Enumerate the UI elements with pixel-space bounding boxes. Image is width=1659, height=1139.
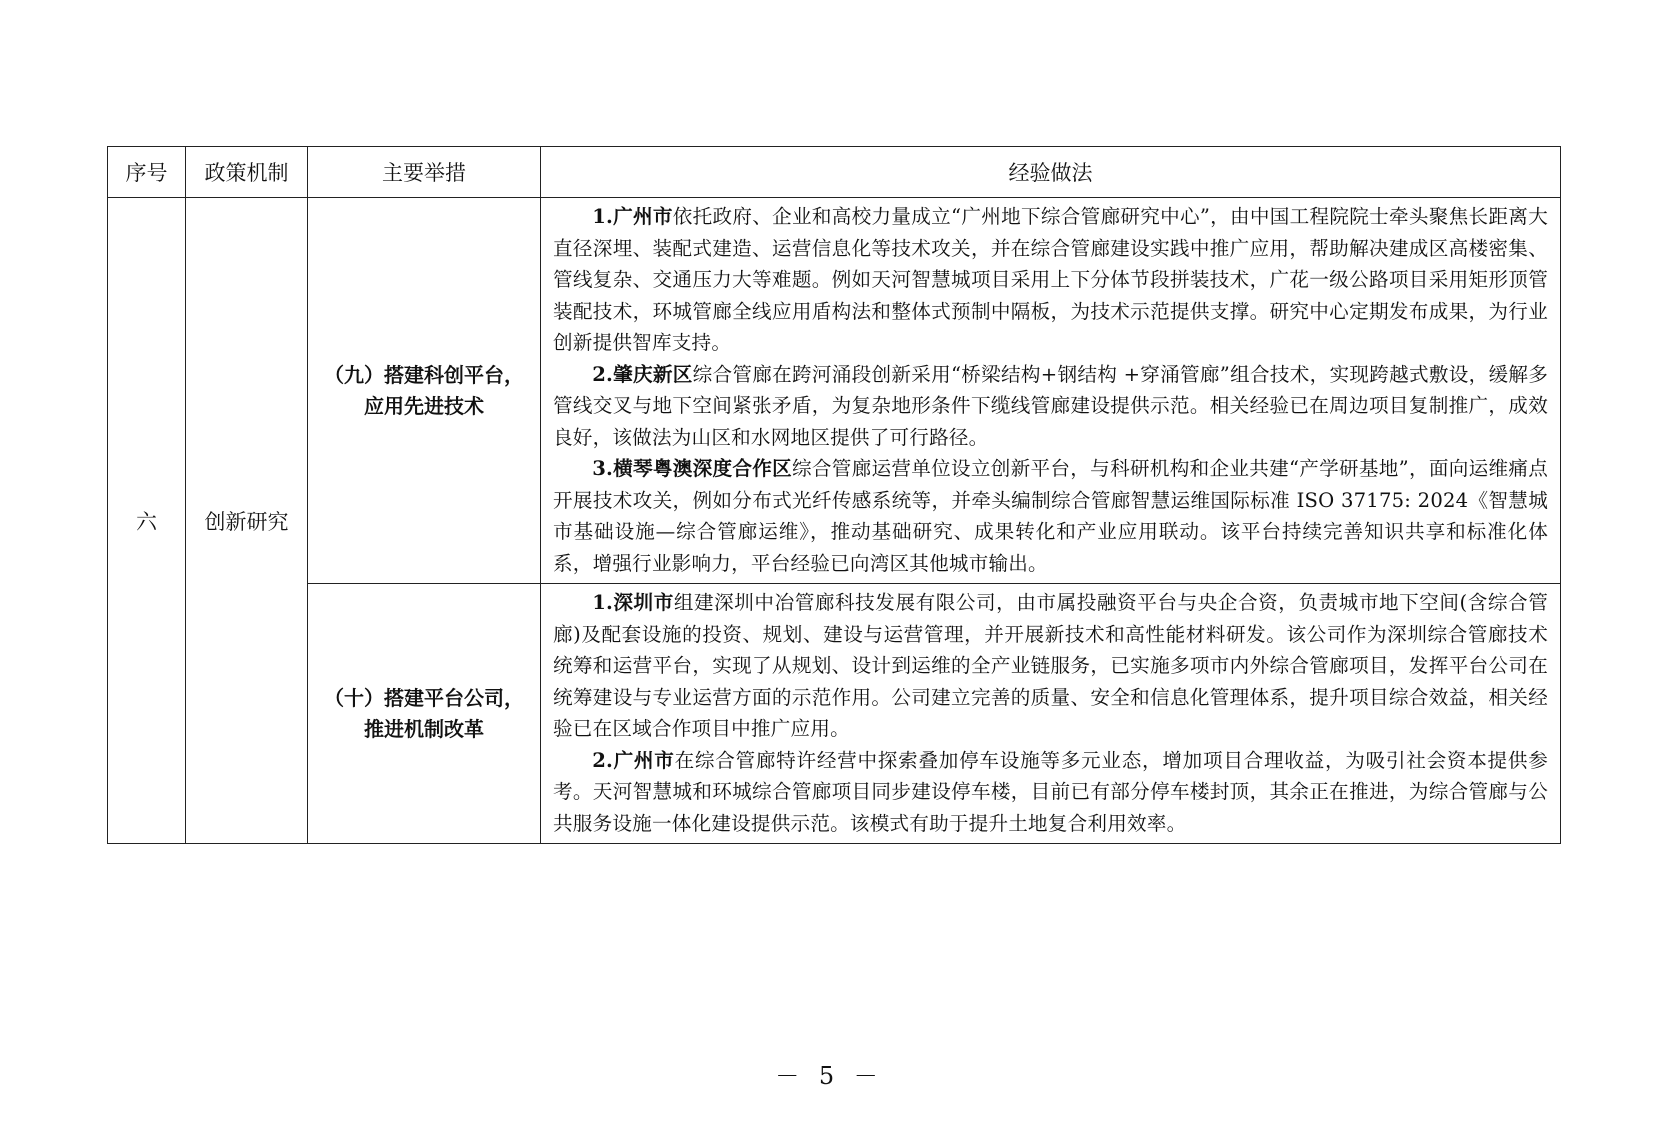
paragraph-text: 在综合管廊特许经营中探索叠加停车设施等多元业态，增加项目合理收益，为吸引社会资本提供参考。天河智慧城和环城综合管廊项目同步建设停车楼，目前已有部分停车楼封顶，其余正在推进，为综合管廊与公共服务设施一体化建设提供示范。该模式有助于提升土地复合利用效率。 [553, 748, 1548, 835]
paragraph-lead: 2.肇庆新区 [592, 362, 693, 386]
practice-paragraph [553, 587, 1548, 745]
paragraph-text: 依托政府、企业和高校力量成立“广州地下综合管廊研究中心”，由中国工程院院士牵头聚焦长距离大直径深埋、装配式建造、运营信息化等技术攻关，并在综合管廊建设实践中推广应用，帮助解决建成区高楼密集、管线复杂、交通压力大等难题。例如天河智慧城项目采用上下分体节段拼装技术，广花一级公路项目采用矩形顶管装配技术，环城管廊全线应用盾构法和整体式预制中隔板，为技术示范提供支撑。研究中心定期发布成果，为行业创新提供智库支持。 [553, 205, 1548, 354]
paragraph-lead: 2.广州市 [592, 748, 675, 772]
measure-title-line: 推进机制改革 [364, 716, 484, 741]
paragraph-lead: 1.广州市 [592, 205, 673, 228]
header-practice: 经验做法 [541, 147, 1561, 198]
group-mechanism: 创新研究 [186, 198, 308, 844]
policy-table [107, 146, 1561, 844]
header-index: 序号 [108, 147, 186, 198]
table-header-row [108, 147, 1561, 198]
paragraph-text: 组建深圳中冶管廊科技发展有限公司，由市属投融资平台与央企合资，负责城市地下空间(含综合管廊)及配套设施的投资、规划、建设与运营管理，并开展新技术和高性能材料研发。该公司作为深圳综合管廊技术统筹和运营平台，实现了从规划、设计到运维的全产业链服务，已实施多项市内外综合管廊项目，发挥平台公司在统筹建设与专业运营方面的示范作用。公司建立完善的质量、安全和信息化管理体系，提升项目综合效益，相关经验已在区域合作项目中推广应用。 [553, 591, 1548, 740]
measure-title-line: 应用先进技术 [364, 393, 484, 418]
practice-paragraph [553, 745, 1548, 840]
measure-cell [308, 198, 541, 584]
page-number: － 5 － [775, 1062, 884, 1090]
group-index: 六 [108, 198, 186, 844]
practice-cell [541, 584, 1561, 844]
header-mechanism: 政策机制 [186, 147, 308, 198]
paragraph-text: 综合管廊运营单位设立创新平台，与科研机构和企业共建“产学研基地”，面向运维痛点开展技术攻关，例如分布式光纤传感系统等，并牵头编制综合管廊智慧运维国际标准 ISO 37175: 2024《智慧城市基础设施—综合管廊运维》，推动基础研究、成果转化和产业应用联动。该平台持续完善知识共享和标准化体系，增强行业影响力，平台经验已向湾区其他城市输出。 [553, 457, 1548, 575]
practice-cell [541, 198, 1561, 584]
measure-title-line: （十）搭建平台公司， [324, 685, 524, 710]
measure-cell [308, 584, 541, 844]
header-measures: 主要举措 [308, 147, 541, 198]
paragraph-lead: 3.横琴粤澳深度合作区 [592, 457, 793, 480]
practice-paragraph [553, 359, 1548, 454]
paragraph-text: 综合管廊在跨河涌段创新采用“桥梁结构+钢结构 +穿涌管廊”组合技术，实现跨越式敷设，缓解多管线交叉与地下空间紧张矛盾，为复杂地形条件下缆线管廊建设提供示范。相关经验已在周边项目复制推广，成效良好，该做法为山区和水网地区提供了可行路径。 [553, 362, 1548, 449]
table-row [108, 584, 1561, 844]
practice-paragraph [553, 201, 1548, 359]
table-row [108, 198, 1561, 584]
practice-paragraph [553, 453, 1548, 579]
measure-title-line: （九）搭建科创平台， [324, 362, 524, 387]
paragraph-lead: 1.深圳市 [592, 591, 674, 614]
